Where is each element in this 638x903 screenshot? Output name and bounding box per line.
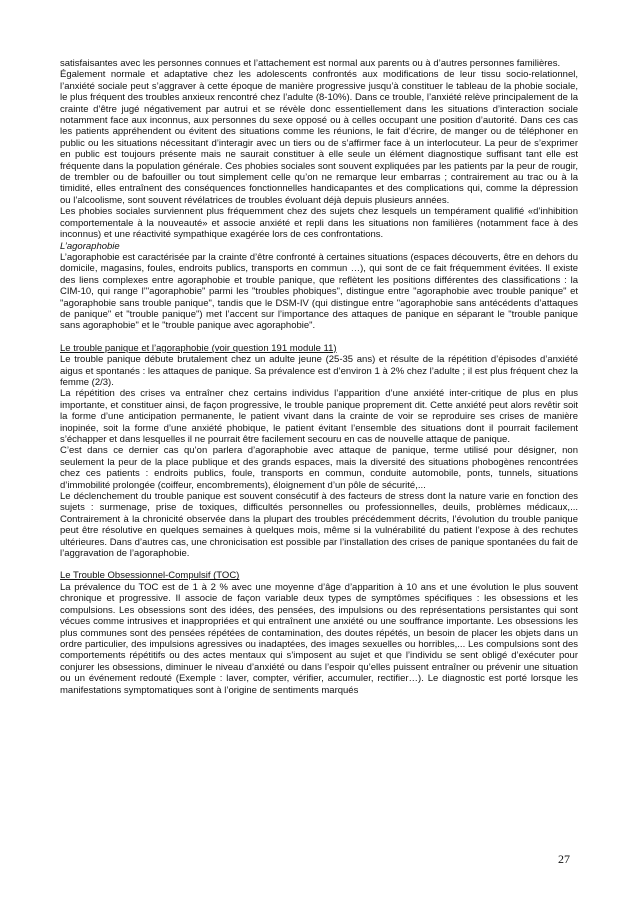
heading-toc: Le Trouble Obsessionnel-Compulsif (TOC): [60, 570, 240, 582]
paragraph-repetition-crises: La répétition des crises va entraîner chez certains individus l’apparition d’une anxiété inter-critique de plus en plus importante, et constituer ainsi, de façon progressive, le trouble panique proprement dit. Cette anxiété peut alors revêtir soit la forme d’une anticipation permanente, le patient vivant dans la crainte de voir se reproduire ses crises de manière inopinée, soit la forme d’une anxiété phobique, le patient évitant l’ensemble des situations dont il pourrait facilement s’échapper et dans lesquelles il ne pourrait être facilement secouru en cas de nouvelle attaque de panique.: [60, 388, 578, 445]
spacer: [60, 332, 578, 343]
paragraph-agoraphobie: L’agoraphobie est caractérisée par la crainte d’être confronté à certaines situations (espaces découverts, être en dehors du domicile, magasins, foules, endroits publics, transports en commun …), qui sont de ce fait fréquemment évitées. Il existe des liens complexes entre agoraphobie et trouble panique, que reflètent les positions différentes des classifications : la CIM-10, qui range l’"agoraphobie" parmi les "troubles phobiques", distingue entre "agoraphobie avec trouble panique" et "agoraphobie sans trouble panique", tandis que le DSM-IV (qui distingue entre "agoraphobie sans antécédents d’attaques de panique" et "trouble panique") met l’accent sur l’importance des attaques de panique en séparant le "trouble panique sans agoraphobie" et le "trouble panique avec agoraphobie".: [60, 251, 578, 332]
paragraph-phobie-sociale: Également normale et adaptative chez les adolescents confrontés aux modifications de leur tissu socio-relationnel, l’anxiété sociale peut s’aggraver à cette époque de manière progressive jusqu’à constituer le tableau de la phobie sociale, le plus fréquent des troubles anxieux rencontré chez l’adulte (8-10%). Dans ce trouble, l’anxiété relève principalement de la crainte d’être jugé négativement par autrui et se révèle donc essentiellement dans les situations d’interaction sociale notamment face aux inconnus, aux personnes du sexe opposé ou à celles occupant une position d’autorité. Dans ces cas les patients appréhendent ou évitent des situations comme les réunions, le fait d’écrire, de manger ou de téléphoner en public ou les situations nécessitant d’interagir avec un tiers ou de s’affirmer face à un interlocuteur. La peur de s’exprimer en public est toujours présente mais ne saurait constituer à elle seule un élément diagnostique suffisant tant elle est fréquente dans la population générale. Ces phobies sociales sont souvent expliquées par les patients par la peur de rougir, de trembler ou de bafouiller ou tout simplement celle qu’on ne remarque leur embarras ; contrairement au trac ou à la timidité, elles entraînent des conséquences fonctionnelles handicapantes et des complications qui, comme la dépression ou l’alcoolisme, sont souvent révélatrices de troubles évoluant déjà depuis plusieurs années.: [60, 69, 578, 206]
page-number: 27: [558, 852, 570, 866]
paragraph-familieres: satisfaisantes avec les personnes connues et l’attachement est normal aux parents ou à d’autres personnes familières.: [60, 58, 561, 69]
paragraph-trouble-panique: Le trouble panique débute brutalement chez un adulte jeune (25-35 ans) et résulte de la répétition d’épisodes d’anxiété aigus et spontanés : les attaques de panique. Sa prévalence est d’environ 1 à 2% chez l’adulte ; il est plus fréquent chez la femme (2/3).: [60, 354, 578, 388]
heading-trouble-panique: Le trouble panique et l’agoraphobie (voir question 191 module 11): [60, 342, 337, 354]
paragraph-agoraphobie-attaque: C’est dans ce dernier cas qu’on parlera d’agoraphobie avec attaque de panique, terme utilisé pour désigner, non seulement la peur de la place publique et des grands espaces, mais la diversité des situations phobogènes rencontrées chez ces patients : endroits publics, foule, transports en commun, conduite automobile, ponts, tunnels, situations d’immobilité prolongée (coiffeur, encombrements), éloignement d’un pôle de sécurité,...: [60, 445, 578, 491]
paragraph-declenchement: Le déclenchement du trouble panique est souvent consécutif à des facteurs de stress dont la nature varie en fonction des sujets : surmenage, prise de toxiques, difficultés personnelles ou professionnelles, deuils, problèmes médicaux,... Contrairement à la chronicité observée dans la plupart des troubles précédemment décrits, l’évolution du trouble panique peut être résolutive en quelques semaines à quelques mois, même si la vulnérabilité du patient l’expose à des rechutes ultérieures. Dans d’autres cas, une chronicisation est possible par l’installation des crises de panique spontanées du fait de l’aggravation de l’agoraphobie.: [60, 491, 578, 560]
paragraph-toc: La prévalence du TOC est de 1 à 2 % avec une moyenne d’âge d’apparition à 10 ans et une évolution le plus souvent chronique et progressive. Il associe de façon variable deux types de symptômes spécifiques : les obsessions et les compulsions. Les obsessions sont des idées, des pensées, des impulsions ou des représentations persistantes qui sont vécues comme intrusives et inappropriées et qui entraînent une anxiété ou une souffrance importante. Les obsessions les plus communes sont des pensées répétées de contamination, des doutes répétés, un besoin de placer les objets dans un ordre particulier, des impulsions agressives ou inadaptées, des images sexuelles ou horribles,... Les compulsions sont des comportements répétitifs ou des actes mentaux qui s’imposent au sujet et que l’individu se sent obligé d’exécuter pour conjurer les obsessions, diminuer le niveau d’anxiété ou dans l’espoir qu’elles puissent entraîner ou prévenir une situation ou un événement redouté (Exemple : laver, compter, vérifier, accumuler, rectifier…). Le diagnostic est porté lorsque les manifestations symptomatiques sont à l’origine de sentiments marqués: [60, 581, 578, 696]
paragraph-phobies-sociales: Les phobies sociales surviennent plus fréquemment chez des sujets chez lesquels un tempérament qualifié «d’inhibition comportementale à la nouveauté» et associe anxiété et repli dans les situations non familières (notamment face à des inconnus) et une réactivité sympathique exagérée lors de ces confrontations.: [60, 206, 578, 241]
section-title-agoraphobie: L’agoraphobie: [60, 240, 120, 252]
document-page: [60, 58, 578, 696]
spacer: [60, 559, 578, 570]
